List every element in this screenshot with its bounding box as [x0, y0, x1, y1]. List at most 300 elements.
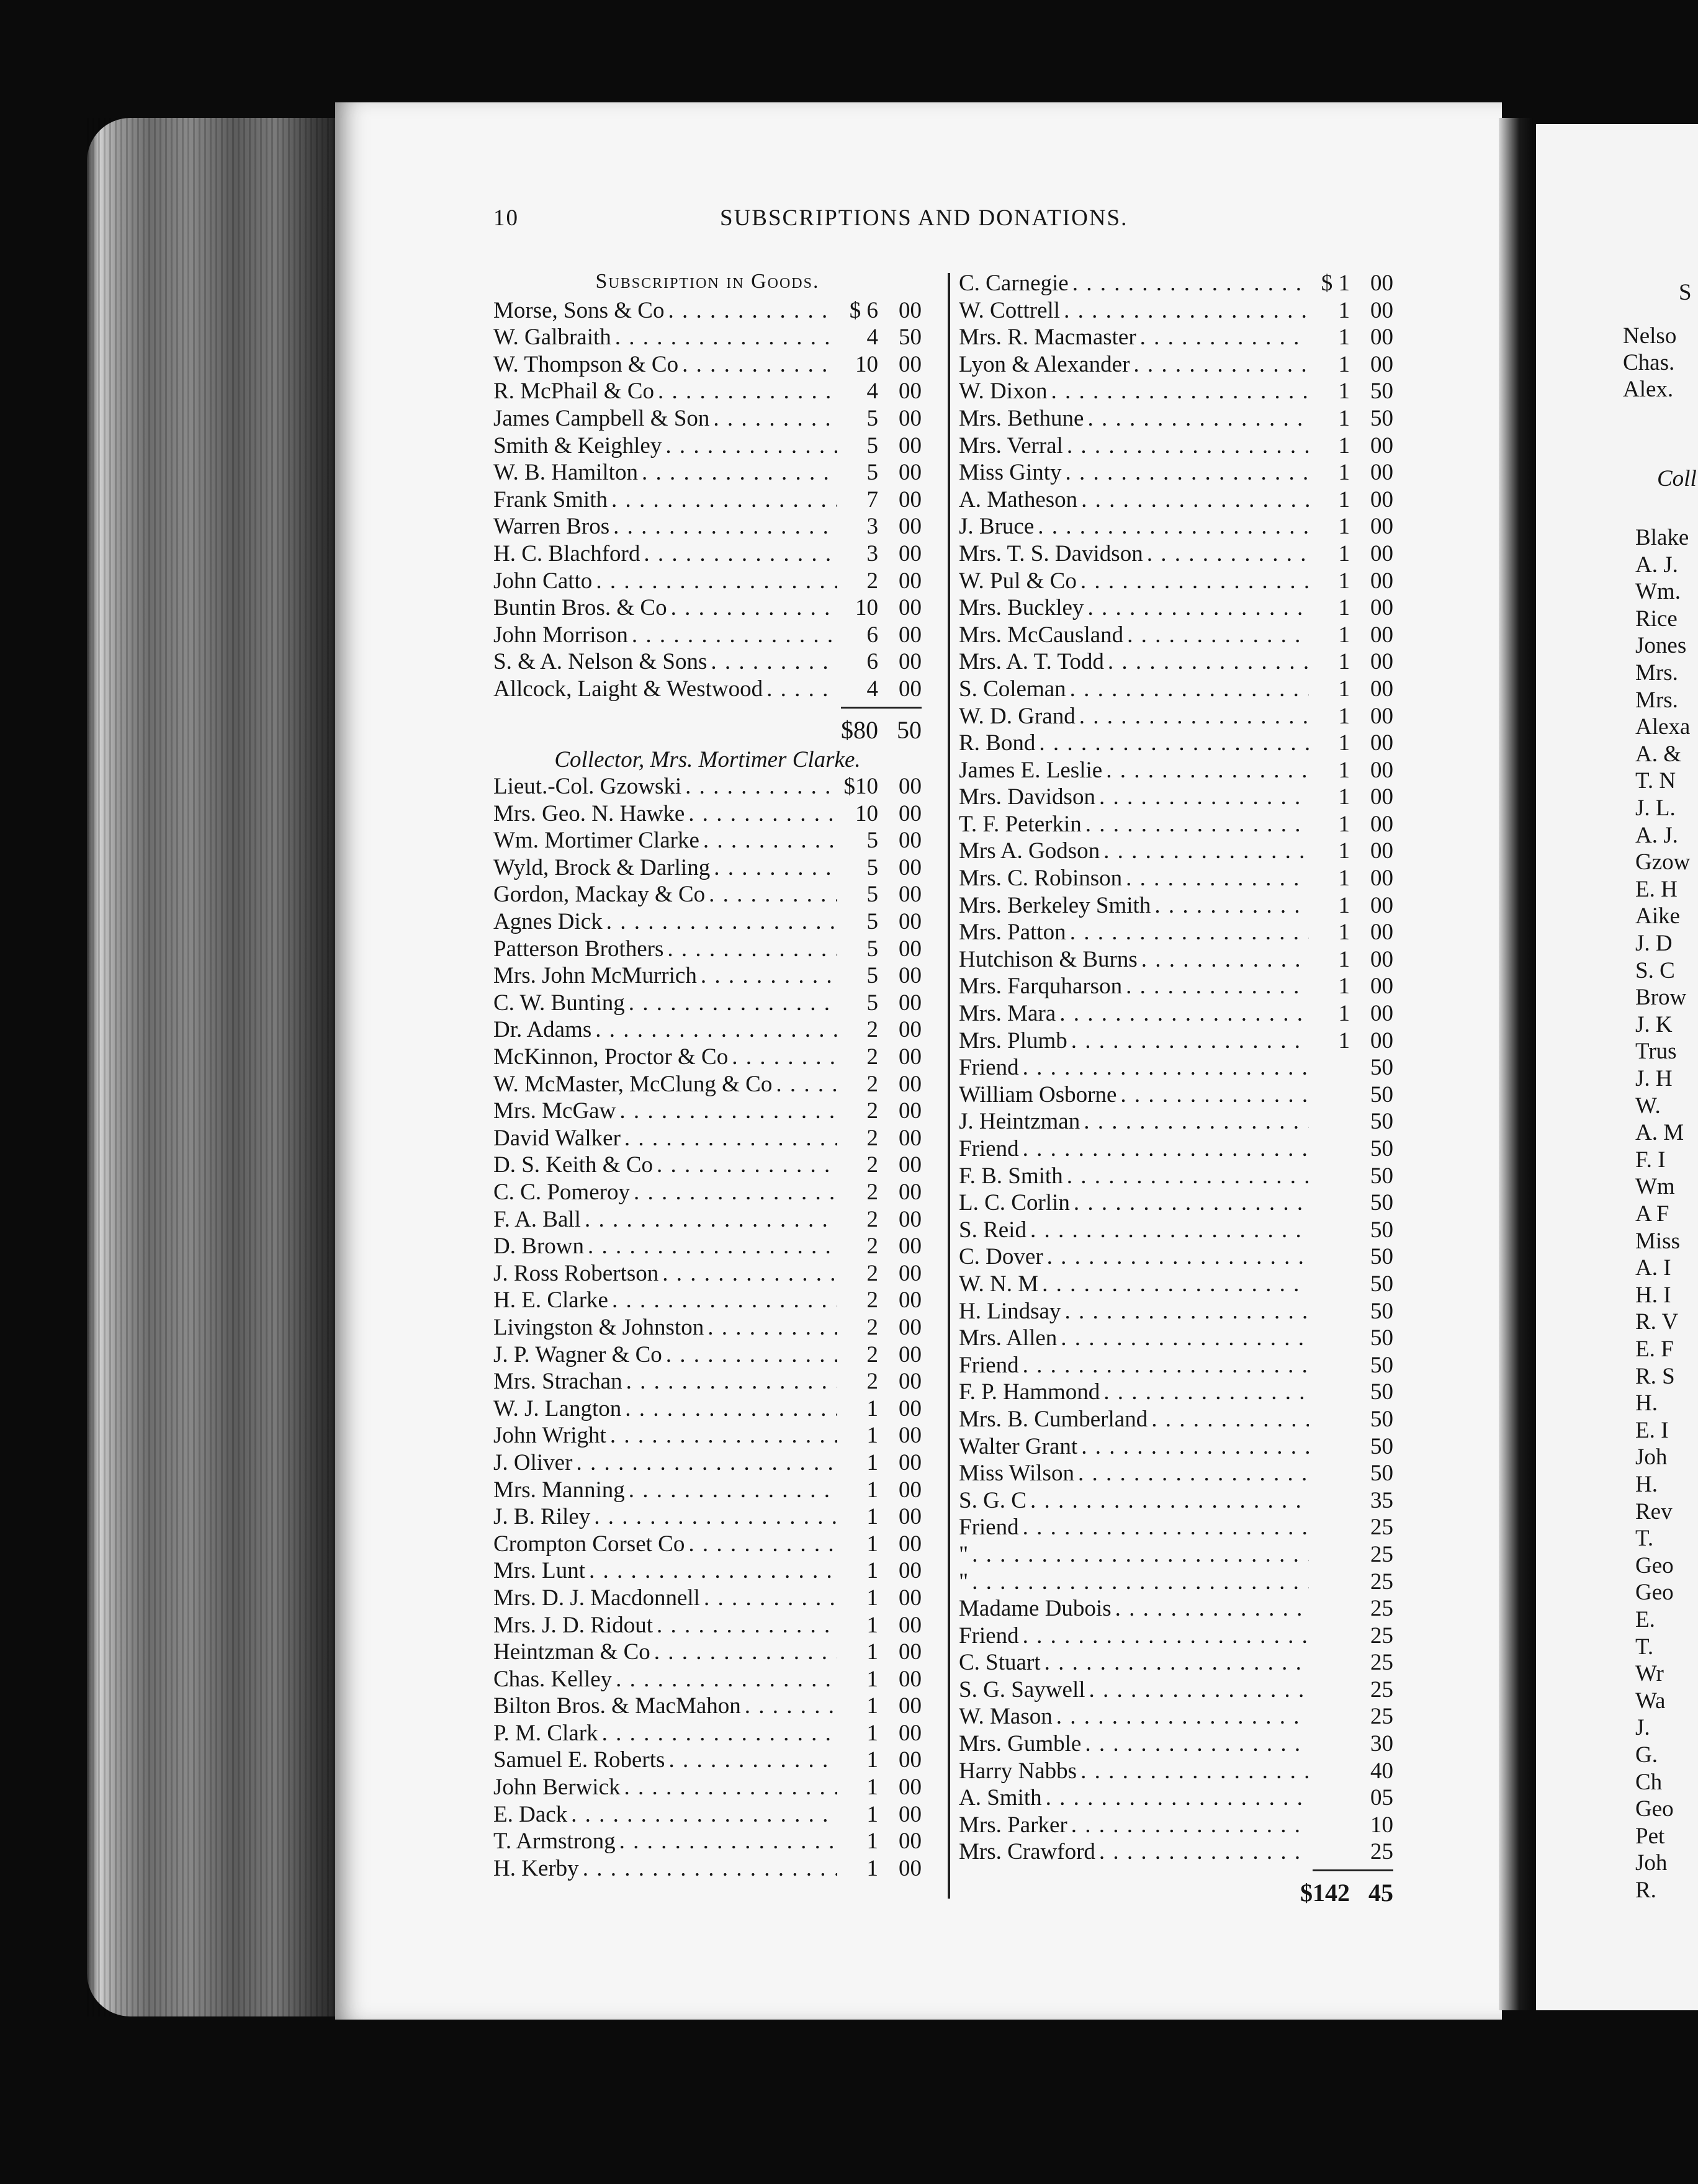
- amount-cents: 50: [1370, 1163, 1393, 1189]
- amount-cents: 00: [1370, 568, 1393, 594]
- amount-dollars: 1: [1338, 784, 1350, 810]
- table-row: [493, 622, 922, 649]
- contributor-name: Friend: [959, 1136, 1019, 1161]
- amount-cents: 00: [1370, 271, 1393, 296]
- facing-page-fragment: T.: [1635, 1634, 1654, 1660]
- contributor-name: E. Dack: [493, 1801, 568, 1827]
- amount-dollars: 5: [866, 990, 878, 1016]
- contributor-name: Mrs. Farquharson: [959, 973, 1123, 1000]
- contributor-name: Mrs. McCausland: [959, 622, 1124, 648]
- table-row: [959, 1595, 1393, 1622]
- amount-cents: 00: [1370, 730, 1393, 756]
- amount-dollars: 1: [1338, 811, 1350, 837]
- amount-cents: 00: [1370, 784, 1393, 810]
- contributor-name: Mrs. Verral: [959, 432, 1063, 459]
- amount-cents: 00: [899, 963, 922, 989]
- amount-cents: 25: [1370, 1650, 1393, 1676]
- amount-cents: 00: [1370, 757, 1393, 783]
- leader-dots: [612, 1287, 837, 1314]
- leader-dots: [1023, 1514, 1309, 1541]
- contributor-name: Agnes Dick: [493, 909, 603, 935]
- table-row: [493, 1260, 922, 1287]
- table-row: [493, 1152, 922, 1179]
- table-row: [959, 1325, 1393, 1352]
- amount-cents: 00: [1370, 703, 1393, 729]
- contributor-name: Patterson Brothers: [493, 936, 664, 962]
- leader-dots: [745, 1693, 837, 1719]
- leader-dots: [624, 1125, 837, 1152]
- table-row: [959, 1054, 1393, 1081]
- amount-cents: 00: [1370, 297, 1393, 323]
- table-row: [493, 1639, 922, 1666]
- leader-dots: [1103, 1379, 1309, 1405]
- amount-cents: 00: [1370, 920, 1393, 946]
- contributor-name: Friend: [959, 1622, 1019, 1649]
- leader-dots: [657, 1152, 837, 1178]
- table-row: [959, 1135, 1393, 1163]
- contributor-name: A. Matheson: [959, 486, 1078, 512]
- amount-cents: 30: [1370, 1731, 1393, 1757]
- leader-dots: [713, 405, 837, 432]
- table-row: [959, 378, 1393, 405]
- facing-page-fragment: Aike: [1635, 903, 1680, 929]
- contributor-name: Mrs. Lunt: [493, 1558, 585, 1584]
- amount-dollars: 5: [866, 882, 878, 908]
- amount-dollars: 1: [866, 1531, 878, 1557]
- leader-dots: [619, 1098, 837, 1124]
- contributor-name: McKinnon, Proctor & Co: [493, 1044, 729, 1070]
- table-row: [493, 881, 922, 908]
- amount-cents: 50: [1370, 1217, 1393, 1243]
- table-row: [959, 648, 1393, 676]
- table-row: [493, 568, 922, 595]
- facing-page-fragment: H.: [1635, 1472, 1658, 1497]
- amount-cents: 00: [1370, 649, 1393, 675]
- amount-dollars: 1: [866, 1828, 878, 1855]
- facing-page-fragment: Geo: [1635, 1552, 1674, 1578]
- table-row: [493, 676, 922, 703]
- table-row: [493, 1233, 922, 1260]
- table-row: [959, 1406, 1393, 1433]
- leader-dots: [1039, 730, 1309, 756]
- amount-dollars: 2: [866, 1233, 878, 1260]
- table-row: [959, 459, 1393, 486]
- amount-cents: 00: [899, 297, 922, 323]
- leader-dots: [625, 1395, 837, 1422]
- amount-cents: 00: [1370, 432, 1393, 459]
- leader-dots: [1099, 784, 1309, 810]
- leader-dots: [602, 1720, 837, 1747]
- right-list: [959, 270, 1393, 1866]
- amount-dollars: 1: [866, 1395, 878, 1421]
- leader-dots: [766, 676, 837, 702]
- amount-dollars: 1: [1338, 568, 1350, 594]
- leader-dots: [1064, 297, 1309, 324]
- leader-dots: [1103, 838, 1309, 864]
- amount-dollars: 1: [1338, 866, 1350, 892]
- leader-dots: [596, 568, 837, 594]
- table-row: [959, 405, 1393, 432]
- amount-cents: 00: [899, 1071, 922, 1097]
- amount-dollars: 4: [866, 676, 878, 702]
- table-row: [959, 324, 1393, 351]
- amount-cents: 00: [899, 1558, 922, 1584]
- amount-cents: 00: [899, 1747, 922, 1773]
- grand-total-cents: 45: [1368, 1879, 1393, 1907]
- facing-page-fragment: W.: [1635, 1093, 1661, 1119]
- amount-dollars: 1: [1338, 540, 1350, 566]
- leader-dots: [1133, 351, 1309, 378]
- amount-dollars: 1: [1338, 622, 1350, 648]
- leader-dots: [1151, 1406, 1309, 1433]
- amount-cents: 00: [899, 514, 922, 540]
- table-row: [959, 703, 1393, 730]
- table-row: [959, 838, 1393, 865]
- contributor-name: Mrs. Gumble: [959, 1731, 1082, 1757]
- amount-cents: 00: [899, 1477, 922, 1503]
- contributor-name: J. Bruce: [959, 514, 1035, 540]
- leader-dots: [666, 1341, 837, 1368]
- amount-dollars: 3: [866, 514, 878, 540]
- table-row: [959, 1514, 1393, 1541]
- facing-page-fragment: Jones: [1635, 633, 1687, 659]
- contributor-name: John Wright: [493, 1423, 606, 1449]
- amount-dollars: 2: [866, 1179, 878, 1205]
- goods-total-dollars: $80: [841, 715, 878, 744]
- contributor-name: Buntin Bros. & Co: [493, 595, 667, 621]
- leader-dots: [1051, 378, 1309, 405]
- contributor-name: J. Ross Robertson: [493, 1260, 659, 1286]
- amount-cents: 25: [1370, 1622, 1393, 1649]
- amount-cents: 10: [1370, 1812, 1393, 1838]
- amount-dollars: 1: [866, 1639, 878, 1665]
- facing-page-fragment: Trus: [1635, 1039, 1677, 1065]
- leader-dots: [1070, 919, 1309, 946]
- table-row: [959, 432, 1393, 460]
- amount-cents: 00: [899, 774, 922, 800]
- amount-cents: 00: [899, 909, 922, 935]
- table-row: [959, 1649, 1393, 1676]
- leader-dots: [613, 513, 837, 540]
- table-row: [493, 1720, 922, 1747]
- leader-dots: [588, 1233, 837, 1260]
- amount-cents: 00: [899, 882, 922, 908]
- amount-cents: 00: [899, 1531, 922, 1557]
- amount-cents: 00: [899, 800, 922, 826]
- leader-dots: [595, 1016, 837, 1043]
- table-row: [959, 1108, 1393, 1135]
- total-rule: [959, 1866, 1393, 1878]
- amount-cents: 50: [1370, 1461, 1393, 1487]
- facing-page-fragment: Joh: [1635, 1850, 1668, 1876]
- contributor-name: James E. Leslie: [959, 757, 1103, 783]
- contributor-name: John Catto: [493, 568, 593, 594]
- contributor-name: Mrs. D. J. Macdonnell: [493, 1585, 700, 1611]
- facing-page-fragment: Wm.: [1635, 579, 1681, 605]
- contributor-name: A. Smith: [959, 1785, 1042, 1811]
- table-row: [493, 1666, 922, 1693]
- contributor-name: Heintzman & Co: [493, 1639, 650, 1665]
- amount-cents: 00: [899, 1828, 922, 1855]
- amount-dollars: 5: [866, 936, 878, 962]
- leader-dots: [1085, 1730, 1309, 1757]
- amount-cents: 50: [1370, 378, 1393, 405]
- contributor-name: C. Dover: [959, 1244, 1043, 1270]
- table-row: [959, 1622, 1393, 1650]
- leader-dots: [1047, 1243, 1309, 1270]
- leader-dots: [626, 1368, 837, 1395]
- amount-cents: 50: [1370, 1379, 1393, 1405]
- leader-dots: [1072, 270, 1309, 297]
- facing-page-fragment: A. M: [1635, 1120, 1684, 1146]
- table-row: [959, 1460, 1393, 1487]
- contributor-name: Mrs. Plumb: [959, 1027, 1067, 1054]
- table-row: [959, 594, 1393, 622]
- facing-page-fragment: H. I: [1635, 1282, 1671, 1308]
- amount-dollars: 1: [1338, 486, 1350, 512]
- table-row: [493, 1855, 922, 1882]
- leader-dots: [615, 324, 837, 351]
- amount-cents: 00: [899, 1287, 922, 1314]
- amount-dollars: 5: [866, 854, 878, 880]
- leader-dots: [1141, 946, 1309, 973]
- amount-dollars: 6: [866, 649, 878, 675]
- table-row: [493, 1179, 922, 1206]
- amount-cents: 00: [1370, 838, 1393, 864]
- leader-dots: [1085, 811, 1309, 838]
- facing-page-fragment: Geo: [1635, 1796, 1674, 1822]
- amount-dollars: 1: [1338, 649, 1350, 675]
- contributor-name: Mrs. McGaw: [493, 1098, 616, 1124]
- amount-cents: 50: [1370, 1406, 1393, 1432]
- amount-cents: 40: [1370, 1758, 1393, 1784]
- amount-dollars: 1: [1338, 757, 1350, 783]
- table-row: [493, 1098, 922, 1125]
- amount-cents: 00: [899, 1260, 922, 1286]
- table-row: [493, 351, 922, 378]
- leader-dots: [1078, 1460, 1309, 1487]
- contributor-name: R. McPhail & Co: [493, 378, 655, 405]
- table-row: [493, 432, 922, 460]
- leader-dots: [1127, 622, 1309, 648]
- amount-cents: 50: [1370, 1352, 1393, 1378]
- amount-dollars: 1: [1338, 973, 1350, 1000]
- contributor-name: Frank Smith: [493, 486, 608, 512]
- leader-dots: [1070, 676, 1309, 702]
- leader-dots: [1042, 1271, 1309, 1297]
- leader-dots: [642, 459, 837, 486]
- facing-page-fragment: R. V: [1635, 1309, 1679, 1335]
- leader-dots: [1106, 757, 1309, 784]
- table-row: [959, 1352, 1393, 1379]
- goods-list: [493, 297, 922, 703]
- amount-cents: 00: [899, 486, 922, 512]
- amount-cents: 00: [899, 351, 922, 377]
- amount-dollars: 1: [866, 1558, 878, 1584]
- amount-dollars: 3: [866, 540, 878, 566]
- amount-dollars: $ 1: [1321, 271, 1350, 296]
- amount-cents: 00: [899, 1639, 922, 1665]
- leader-dots: [1081, 1433, 1309, 1460]
- amount-dollars: 1: [1338, 1001, 1350, 1027]
- contributor-name: Mrs. Berkeley Smith: [959, 892, 1151, 918]
- leader-dots: [1056, 1703, 1309, 1730]
- leader-dots: [1126, 865, 1309, 892]
- contributor-name: Madame Dubois: [959, 1596, 1112, 1622]
- amount-dollars: 1: [1338, 920, 1350, 946]
- amount-dollars: 5: [866, 828, 878, 854]
- amount-dollars: 2: [866, 1044, 878, 1070]
- amount-cents: 00: [899, 1801, 922, 1827]
- contributor-name: Gordon, Mackay & Co: [493, 882, 706, 908]
- facing-page-fragment: Rice: [1635, 606, 1678, 632]
- leader-dots: [776, 1071, 837, 1098]
- table-row: [959, 676, 1393, 703]
- amount-dollars: 1: [1338, 676, 1350, 702]
- contributor-name: James Campbell & Son: [493, 405, 710, 431]
- amount-dollars: 1: [1338, 460, 1350, 486]
- amount-cents: 05: [1370, 1785, 1393, 1811]
- amount-cents: 50: [1370, 1190, 1393, 1216]
- table-row: [493, 459, 922, 486]
- leader-dots: [571, 1801, 837, 1828]
- leader-dots: [1023, 1352, 1309, 1379]
- leader-dots: [667, 936, 837, 962]
- leader-dots: [1067, 1163, 1309, 1189]
- running-head: [493, 205, 1424, 242]
- amount-cents: 00: [1370, 595, 1393, 621]
- facing-page-fragment: Geo: [1635, 1580, 1674, 1606]
- contributor-name: Miss Wilson: [959, 1461, 1074, 1487]
- table-row: [959, 1487, 1393, 1515]
- contributor-name: P. M. Clark: [493, 1720, 598, 1746]
- amount-dollars: 1: [866, 1504, 878, 1530]
- facing-page-fragment: A. &: [1635, 741, 1681, 767]
- contributor-name: Mrs. Manning: [493, 1477, 625, 1503]
- amount-cents: 00: [899, 1314, 922, 1340]
- contributor-name: C. Stuart: [959, 1650, 1041, 1676]
- column-divider: [948, 273, 950, 1899]
- leader-dots: [585, 1206, 837, 1233]
- facing-page-fragment: R.: [1635, 1877, 1656, 1903]
- leader-dots: [972, 1541, 1309, 1568]
- leader-dots: [1030, 1217, 1309, 1243]
- contributor-name: Hutchison & Burns: [959, 946, 1138, 972]
- table-row: [493, 1314, 922, 1341]
- leader-dots: [1099, 1838, 1309, 1865]
- facing-page-fragment: Joh: [1635, 1444, 1668, 1470]
- contributor-name: W. B. Hamilton: [493, 460, 638, 486]
- leader-dots: [624, 1774, 838, 1801]
- table-row: [959, 1217, 1393, 1244]
- amount-cents: 00: [899, 676, 922, 702]
- amount-cents: 00: [899, 1449, 922, 1475]
- contributor-name: Mrs. Buckley: [959, 595, 1084, 621]
- right-column: [959, 270, 1393, 1909]
- contributor-name: H. E. Clarke: [493, 1287, 608, 1314]
- leader-dots: [589, 1557, 837, 1584]
- amount-cents: 00: [899, 1179, 922, 1205]
- amount-dollars: 1: [866, 1612, 878, 1638]
- amount-cents: 00: [899, 1152, 922, 1178]
- amount-cents: 00: [899, 622, 922, 648]
- table-row: [959, 1243, 1393, 1271]
- facing-page-fragment: A. J.: [1635, 822, 1678, 848]
- contributor-name: Mrs. Davidson: [959, 784, 1095, 810]
- amount-dollars: 1: [866, 1423, 878, 1449]
- amount-cents: 00: [1370, 973, 1393, 1000]
- contributor-name: W. N. M: [959, 1271, 1039, 1297]
- amount-cents: 00: [899, 1233, 922, 1260]
- contributor-name: W. Dixon: [959, 378, 1048, 405]
- amount-cents: 50: [1370, 1433, 1393, 1459]
- facing-page-fragment: E.: [1635, 1607, 1655, 1632]
- facing-page-fragment: F. I: [1635, 1147, 1666, 1173]
- leader-dots: [1064, 1298, 1309, 1325]
- grand-total: [959, 1878, 1393, 1909]
- amount-dollars: 1: [1338, 405, 1350, 431]
- facing-page-fragment: J. H: [1635, 1066, 1673, 1091]
- amount-cents: 00: [1370, 324, 1393, 351]
- leader-dots: [1140, 324, 1309, 351]
- contributor-name: Smith & Keighley: [493, 432, 662, 459]
- amount-cents: 00: [899, 1666, 922, 1692]
- table-row: [493, 378, 922, 405]
- leader-dots: [668, 1747, 837, 1773]
- amount-dollars: 5: [866, 460, 878, 486]
- amount-cents: 50: [1370, 1055, 1393, 1081]
- amount-cents: 00: [1370, 946, 1393, 972]
- amount-cents: 00: [899, 1125, 922, 1151]
- contributor-name: Walter Grant: [959, 1433, 1078, 1459]
- facing-page-fragment: G.: [1635, 1742, 1658, 1768]
- amount-dollars: 10: [855, 595, 878, 621]
- amount-dollars: 1: [1338, 378, 1350, 405]
- leader-dots: [685, 773, 837, 800]
- contributor-name: Miss Ginty: [959, 460, 1062, 486]
- table-row: [493, 1206, 922, 1233]
- table-row: [493, 1747, 922, 1774]
- facing-page-fragment: H.: [1635, 1390, 1658, 1416]
- contributor-name: Mrs. Mara: [959, 1001, 1056, 1027]
- leader-dots: [1071, 1027, 1309, 1054]
- table-row: [493, 990, 922, 1017]
- amount-cents: 00: [899, 828, 922, 854]
- contributor-name: H. Lindsay: [959, 1298, 1061, 1324]
- page-number: 10: [493, 205, 519, 231]
- table-row: [959, 1676, 1393, 1704]
- leader-dots: [682, 351, 837, 378]
- leader-dots: [644, 540, 837, 567]
- collector-heading: Collector, Mrs. Mortimer Clarke.: [554, 746, 861, 772]
- amount-dollars: 5: [866, 405, 878, 431]
- leader-dots: [972, 1569, 1309, 1595]
- leader-dots: [1061, 1325, 1309, 1351]
- table-row: [959, 1838, 1393, 1866]
- leader-dots: [1067, 432, 1309, 459]
- amount-cents: 00: [899, 1774, 922, 1801]
- facing-page-fragment: Mrs.: [1635, 660, 1678, 686]
- table-row: [959, 1569, 1393, 1596]
- leader-dots: [619, 1828, 837, 1855]
- subtotal-rule: [493, 703, 922, 715]
- amount-cents: 25: [1370, 1596, 1393, 1622]
- leader-dots: [662, 1260, 837, 1287]
- amount-cents: 00: [899, 1855, 922, 1881]
- facing-page-fragment: Nelso: [1623, 323, 1677, 349]
- leader-dots: [1108, 648, 1309, 675]
- leader-dots: [632, 622, 837, 648]
